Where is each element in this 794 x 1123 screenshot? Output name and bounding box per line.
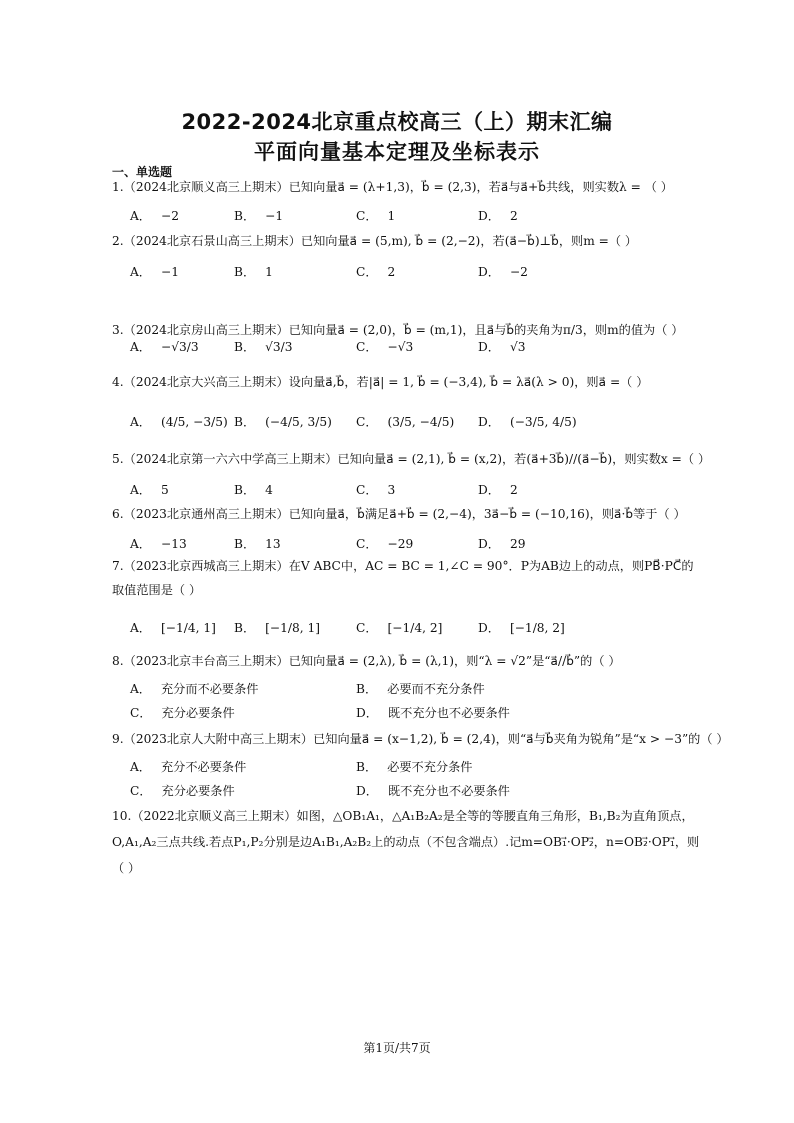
option-d: D． 既不充分也不必要条件 (356, 706, 510, 720)
option-c: C． 充分必要条件 (130, 784, 235, 798)
question-8 (112, 653, 692, 669)
question-10 (112, 808, 700, 876)
option-b: B． −1 (234, 209, 284, 223)
option-b: B． [−1/8, 1] (234, 621, 320, 635)
option-d: D． 2 (478, 483, 518, 497)
question-2 (112, 233, 692, 249)
question-text: 6.（2023北京通州高三上期末）已知向量a⃗，b⃗满足a⃗+b⃗ = (2,−4)，3a⃗−b⃗ = (−10,16)，则a⃗·b⃗等于（ ） (112, 507, 686, 521)
option-a: A． −13 (130, 537, 187, 551)
question-6 (112, 506, 692, 522)
page-footer: 第1页/共7页 (363, 1041, 431, 1055)
option-c: C． (3/5, −4/5) (356, 415, 455, 429)
page-subtitle: 平面向量基本定理及坐标表示 (254, 140, 540, 164)
option-a: A． −1 (130, 265, 179, 279)
question-text: 7.（2023北京西城高三上期末）在V ABC中，AC = BC = 1,∠C = 90°．P为AB边上的动点，则PB⃗·PC⃗的 (112, 559, 694, 573)
option-b: B． 必要而不充分条件 (356, 682, 485, 696)
question-text: 1.（2024北京顺义高三上期末）已知向量a⃗ = (λ+1,3)，b⃗ = (2,3)，若a⃗与a⃗+b⃗共线，则实数λ = （ ） (112, 180, 673, 194)
option-a: A． 充分不必要条件 (130, 760, 247, 774)
option-b: B． (−4/5, 3/5) (234, 415, 332, 429)
option-d: D． 2 (478, 209, 518, 223)
option-c: C． −29 (356, 537, 414, 551)
option-b: B． √3/3 (234, 340, 293, 354)
option-b: B． 13 (234, 537, 281, 551)
section-heading: 一、单选题 (112, 165, 173, 179)
option-c: C． [−1/4, 2] (356, 621, 443, 635)
option-a: A． −√3/3 (130, 340, 199, 354)
option-a: A． [−1/4, 1] (130, 621, 216, 635)
question-text-cont: O,A₁,A₂三点共线.若点P₁,P₂分别是边A₁B₁,A₂B₂上的动点（不包含端点）.记m=OB₁⃗·OP₂⃗，n=OB₂⃗·OP₁⃗，则 (112, 835, 700, 849)
option-a: A． 5 (130, 483, 169, 497)
question-3 (112, 322, 692, 338)
question-5 (112, 451, 711, 467)
option-d: D． [−1/8, 2] (478, 621, 565, 635)
question-text: 8.（2023北京丰台高三上期末）已知向量a⃗ = (2,λ), b⃗ = (λ,1)，则“λ = √2”是“a⃗//b⃗”的（ ） (112, 654, 621, 668)
question-text-cont: 取值范围是（ ） (112, 583, 202, 597)
option-a: A． −2 (130, 209, 179, 223)
option-d: D． 既不充分也不必要条件 (356, 784, 510, 798)
question-7 (112, 558, 692, 598)
option-a: A． 充分而不必要条件 (130, 682, 259, 696)
option-c: C． 1 (356, 209, 396, 223)
question-text: 5.（2024北京第一六六中学高三上期末）已知向量a⃗ = (2,1), b⃗ = (x,2)，若(a⃗+3b⃗)//(a⃗−b⃗)，则实数x =（ ） (112, 452, 711, 466)
question-4 (112, 374, 692, 390)
page-title: 2022-2024北京重点校高三（上）期末汇编 (181, 110, 613, 134)
question-1 (112, 179, 692, 195)
option-c: C． 充分必要条件 (130, 706, 235, 720)
option-a: A． (4/5, −3/5) (130, 415, 228, 429)
question-text: 3.（2024北京房山高三上期末）已知向量a⃗ = (2,0)，b⃗ = (m,1)，且a⃗与b⃗的夹角为π/3，则m的值为（ ） (112, 323, 684, 337)
question-text: 4.（2024北京大兴高三上期末）设向量a⃗,b⃗，若|a⃗| = 1, b⃗ = (−3,4), b⃗ = λa⃗(λ > 0)，则a⃗ =（ ） (112, 375, 649, 389)
option-c: C． −√3 (356, 340, 414, 354)
option-d: D． −2 (478, 265, 528, 279)
question-text: 2.（2024北京石景山高三上期末）已知向量a⃗ = (5,m), b⃗ = (2,−2)，若(a⃗−b⃗)⊥b⃗，则m =（ ） (112, 234, 638, 248)
option-c: C． 2 (356, 265, 396, 279)
question-text: 9.（2023北京人大附中高三上期末）已知向量a⃗ = (x−1,2), b⃗ = (2,4)，则“a⃗与b⃗夹角为锐角”是“x > −3”的（ ） (112, 732, 729, 746)
option-b: B． 1 (234, 265, 273, 279)
option-d: D． 29 (478, 537, 526, 551)
option-b: B． 4 (234, 483, 273, 497)
question-text-cont2: （ ） (112, 861, 141, 875)
option-d: D． (−3/5, 4/5) (478, 415, 577, 429)
option-b: B． 必要不充分条件 (356, 760, 473, 774)
option-d: D． √3 (478, 340, 526, 354)
question-text: 10.（2022北京顺义高三上期末）如图，△OB₁A₁，△A₁B₂A₂是全等的等腰直角三角形，B₁,B₂为直角顶点， (112, 809, 694, 823)
option-c: C． 3 (356, 483, 396, 497)
question-9 (112, 731, 729, 747)
